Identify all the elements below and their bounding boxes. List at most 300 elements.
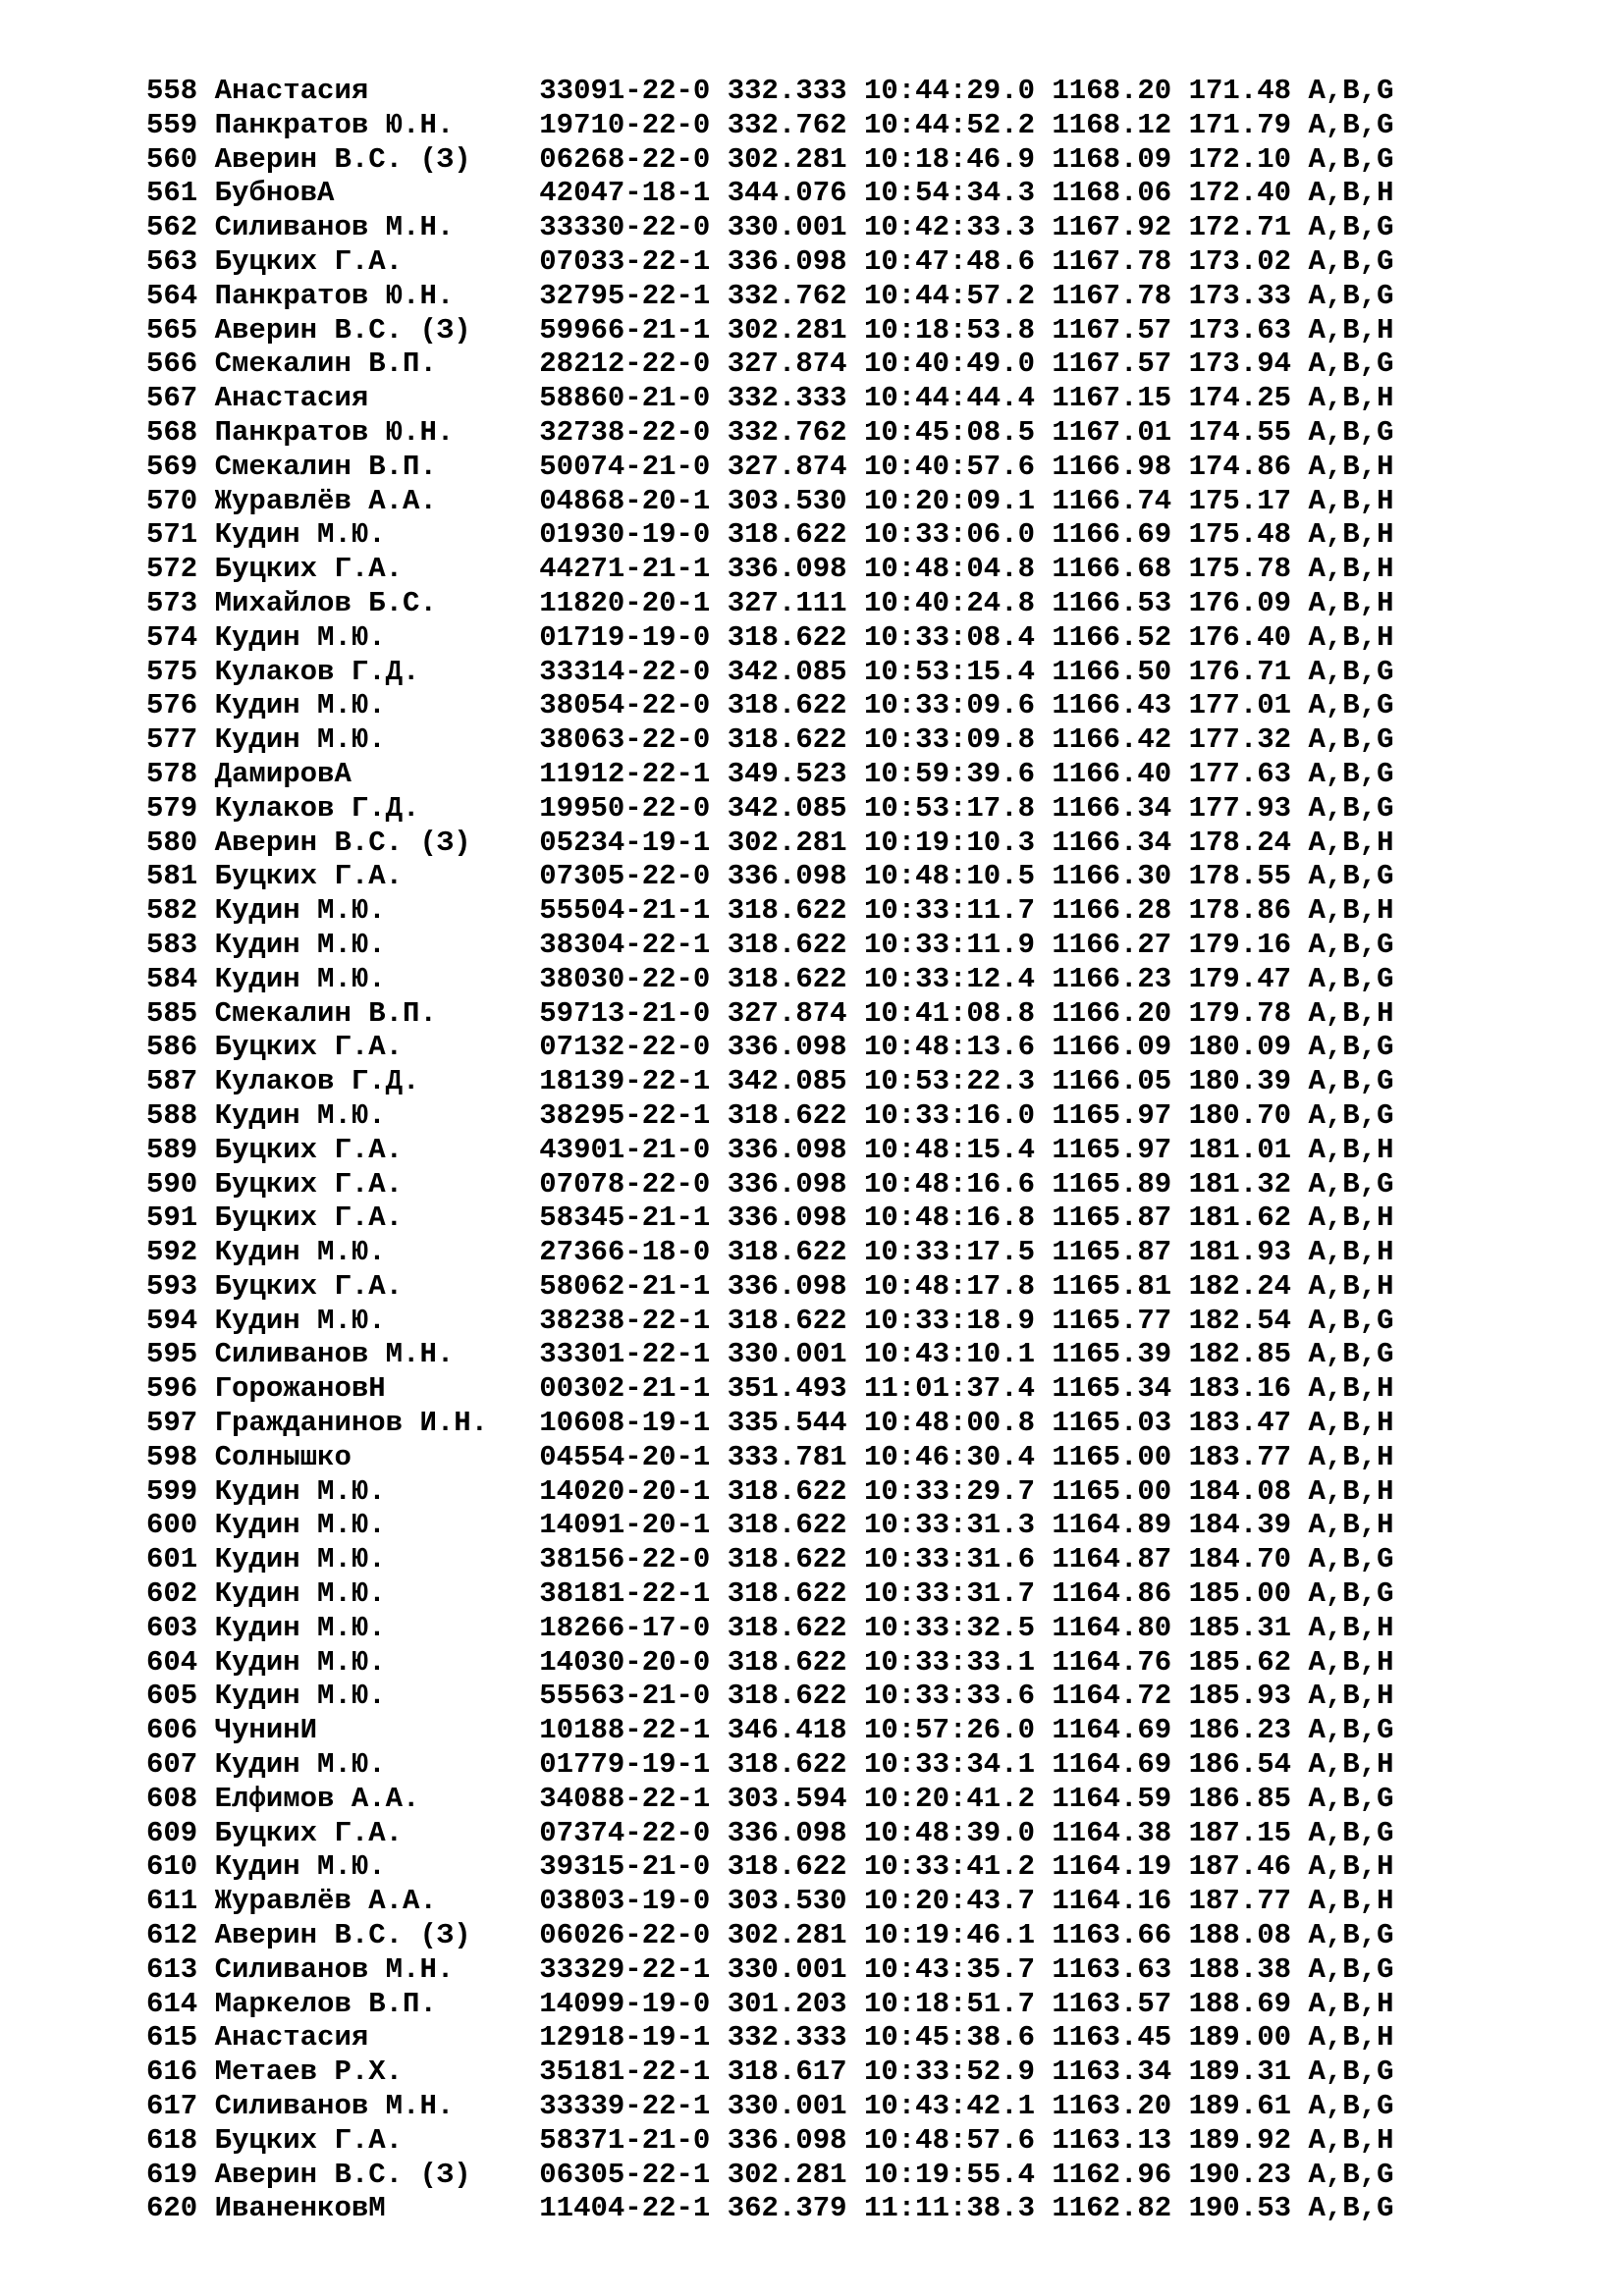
speed: 1164.59 <box>1052 1782 1189 1815</box>
distance: 330.001 <box>727 1952 864 1986</box>
participant-name: Буцких Г.А. <box>214 1167 540 1201</box>
points: 190.53 <box>1188 2192 1309 2225</box>
status-codes: A,B,H <box>1308 1269 1394 1303</box>
status-codes: A,B,G <box>1308 1098 1394 1132</box>
distance: 362.379 <box>727 2192 864 2225</box>
row-number: 598 <box>146 1440 215 1473</box>
table-row <box>146 211 1393 245</box>
ring-number: 27366-18-0 <box>539 1236 728 1269</box>
speed: 1166.42 <box>1052 723 1189 757</box>
status-codes: A,B,H <box>1308 2123 1394 2157</box>
row-number: 570 <box>146 484 215 517</box>
points: 176.09 <box>1188 586 1309 619</box>
status-codes: A,B,H <box>1308 1372 1394 1406</box>
points: 178.24 <box>1188 826 1309 859</box>
participant-name: Буцких Г.А. <box>214 2123 540 2157</box>
distance: 302.281 <box>727 2158 864 2191</box>
status-codes: A,B,H <box>1308 1474 1394 1508</box>
table-row <box>146 2056 1393 2090</box>
distance: 302.281 <box>727 826 864 859</box>
speed: 1166.27 <box>1052 928 1189 961</box>
speed: 1166.98 <box>1052 450 1189 483</box>
table-row <box>146 1099 1393 1134</box>
speed: 1166.69 <box>1052 518 1189 552</box>
ring-number: 43901-21-0 <box>539 1133 728 1166</box>
points: 181.32 <box>1188 1167 1309 1201</box>
status-codes: A,B,H <box>1308 1748 1394 1782</box>
ring-number: 10608-19-1 <box>539 1407 728 1440</box>
row-number: 579 <box>146 791 215 825</box>
points: 184.39 <box>1188 1509 1309 1542</box>
row-number: 560 <box>146 142 215 176</box>
speed: 1166.50 <box>1052 655 1189 688</box>
table-row <box>146 1407 1393 1441</box>
arrival-time: 10:33:06.0 <box>863 518 1053 552</box>
row-number: 587 <box>146 1065 215 1098</box>
speed: 1164.76 <box>1052 1645 1189 1679</box>
points: 180.70 <box>1188 1098 1309 1132</box>
status-codes: A,B,H <box>1308 1645 1394 1679</box>
row-number: 609 <box>146 1816 215 1849</box>
distance: 336.098 <box>727 553 864 586</box>
distance: 303.530 <box>727 1885 864 1918</box>
row-number: 600 <box>146 1509 215 1542</box>
status-codes: A,B,G <box>1308 279 1394 312</box>
participant-name: Буцких Г.А. <box>214 1133 540 1166</box>
table-row <box>146 656 1393 690</box>
arrival-time: 10:48:13.6 <box>863 1031 1053 1064</box>
arrival-time: 10:53:22.3 <box>863 1065 1053 1098</box>
speed: 1166.43 <box>1052 689 1189 722</box>
status-codes: A,B,G <box>1308 2090 1394 2123</box>
speed: 1165.87 <box>1052 1236 1189 1269</box>
arrival-time: 10:33:33.1 <box>863 1645 1053 1679</box>
ring-number: 33330-22-0 <box>539 211 728 244</box>
arrival-time: 10:48:39.0 <box>863 1816 1053 1849</box>
speed: 1164.69 <box>1052 1748 1189 1782</box>
status-codes: A,B,G <box>1308 347 1394 381</box>
status-codes: A,B,G <box>1308 1816 1394 1849</box>
distance: 303.530 <box>727 484 864 517</box>
row-number: 604 <box>146 1645 215 1679</box>
points: 172.71 <box>1188 211 1309 244</box>
ring-number: 18266-17-0 <box>539 1611 728 1644</box>
points: 188.08 <box>1188 1919 1309 1952</box>
distance: 333.781 <box>727 1440 864 1473</box>
status-codes: A,B,G <box>1308 2158 1394 2191</box>
speed: 1167.15 <box>1052 382 1189 415</box>
status-codes: A,B,G <box>1308 1919 1394 1952</box>
status-codes: A,B,G <box>1308 142 1394 176</box>
ring-number: 07078-22-0 <box>539 1167 728 1201</box>
table-row <box>146 143 1393 178</box>
points: 184.08 <box>1188 1474 1309 1508</box>
table-row <box>146 280 1393 314</box>
status-codes: A,B,G <box>1308 1714 1394 1747</box>
row-number: 613 <box>146 1952 215 1986</box>
ring-number: 58371-21-0 <box>539 2123 728 2157</box>
table-row <box>146 1031 1393 1065</box>
arrival-time: 10:45:38.6 <box>863 2021 1053 2055</box>
points: 186.85 <box>1188 1782 1309 1815</box>
status-codes: A,B,H <box>1308 1987 1394 2020</box>
arrival-time: 10:33:09.6 <box>863 689 1053 722</box>
speed: 1166.23 <box>1052 962 1189 995</box>
ring-number: 38054-22-0 <box>539 689 728 722</box>
ring-number: 38295-22-1 <box>539 1098 728 1132</box>
row-number: 619 <box>146 2158 215 2191</box>
distance: 318.617 <box>727 2056 864 2089</box>
speed: 1167.78 <box>1052 244 1189 278</box>
distance: 327.111 <box>727 586 864 619</box>
ring-number: 06026-22-0 <box>539 1919 728 1952</box>
status-codes: A,B,H <box>1308 177 1394 210</box>
table-row <box>146 1577 1393 1612</box>
arrival-time: 10:46:30.4 <box>863 1440 1053 1473</box>
arrival-time: 10:43:35.7 <box>863 1952 1053 1986</box>
points: 172.40 <box>1188 177 1309 210</box>
arrival-time: 10:40:24.8 <box>863 586 1053 619</box>
row-number: 573 <box>146 586 215 619</box>
arrival-time: 10:20:09.1 <box>863 484 1053 517</box>
row-number: 583 <box>146 928 215 961</box>
arrival-time: 10:19:55.4 <box>863 2158 1053 2191</box>
row-number: 574 <box>146 620 215 654</box>
arrival-time: 10:19:46.1 <box>863 1919 1053 1952</box>
ring-number: 19950-22-0 <box>539 791 728 825</box>
ring-number: 33314-22-0 <box>539 655 728 688</box>
row-number: 568 <box>146 415 215 449</box>
arrival-time: 10:19:10.3 <box>863 826 1053 859</box>
row-number: 592 <box>146 1236 215 1269</box>
status-codes: A,B,H <box>1308 518 1394 552</box>
participant-name: ЧунинИ <box>214 1714 540 1747</box>
distance: 346.418 <box>727 1714 864 1747</box>
arrival-time: 10:45:08.5 <box>863 415 1053 449</box>
ring-number: 33339-22-1 <box>539 2090 728 2123</box>
table-row <box>146 827 1393 861</box>
participant-name: Силиванов М.Н. <box>214 1952 540 1986</box>
participant-name: Буцких Г.А. <box>214 860 540 893</box>
distance: 318.622 <box>727 1509 864 1542</box>
status-codes: A,B,H <box>1308 1885 1394 1918</box>
ring-number: 10188-22-1 <box>539 1714 728 1747</box>
speed: 1168.09 <box>1052 142 1189 176</box>
row-number: 559 <box>146 108 215 141</box>
ring-number: 14030-20-0 <box>539 1645 728 1679</box>
table-row <box>146 1953 1393 1988</box>
table-row <box>146 1305 1393 1339</box>
arrival-time: 10:43:10.1 <box>863 1338 1053 1371</box>
points: 177.32 <box>1188 723 1309 757</box>
status-codes: A,B,G <box>1308 757 1394 790</box>
ring-number: 38304-22-1 <box>539 928 728 961</box>
ring-number: 07305-22-0 <box>539 860 728 893</box>
arrival-time: 11:11:38.3 <box>863 2192 1053 2225</box>
distance: 318.622 <box>727 1474 864 1508</box>
speed: 1165.97 <box>1052 1098 1189 1132</box>
points: 171.79 <box>1188 108 1309 141</box>
participant-name: Смекалин В.П. <box>214 996 540 1030</box>
distance: 302.281 <box>727 142 864 176</box>
participant-name: Метаев Р.Х. <box>214 2056 540 2089</box>
points: 179.47 <box>1188 962 1309 995</box>
ring-number: 03803-19-0 <box>539 1885 728 1918</box>
distance: 351.493 <box>727 1372 864 1406</box>
points: 174.86 <box>1188 450 1309 483</box>
distance: 318.622 <box>727 894 864 928</box>
distance: 318.622 <box>727 723 864 757</box>
participant-name: ИваненковМ <box>214 2192 540 2225</box>
points: 171.48 <box>1188 75 1309 107</box>
ring-number: 07374-22-0 <box>539 1816 728 1849</box>
status-codes: A,B,G <box>1308 689 1394 722</box>
speed: 1166.53 <box>1052 586 1189 619</box>
speed: 1166.05 <box>1052 1065 1189 1098</box>
arrival-time: 10:33:11.7 <box>863 894 1053 928</box>
speed: 1166.09 <box>1052 1031 1189 1064</box>
distance: 330.001 <box>727 211 864 244</box>
status-codes: A,B,G <box>1308 1338 1394 1371</box>
speed: 1165.03 <box>1052 1407 1189 1440</box>
row-number: 581 <box>146 860 215 893</box>
points: 183.16 <box>1188 1372 1309 1406</box>
arrival-time: 10:33:33.6 <box>863 1680 1053 1713</box>
table-row <box>146 621 1393 656</box>
ring-number: 01779-19-1 <box>539 1748 728 1782</box>
points: 183.77 <box>1188 1440 1309 1473</box>
distance: 318.622 <box>727 1577 864 1611</box>
participant-name: Аверин В.С. (З) <box>214 313 540 347</box>
distance: 349.523 <box>727 757 864 790</box>
table-row <box>146 2159 1393 2193</box>
table-row <box>146 75 1393 109</box>
row-number: 615 <box>146 2021 215 2055</box>
arrival-time: 10:47:48.6 <box>863 244 1053 278</box>
points: 176.71 <box>1188 655 1309 688</box>
status-codes: A,B,H <box>1308 2021 1394 2055</box>
participant-name: Анастасия <box>214 2021 540 2055</box>
participant-name: Буцких Г.А. <box>214 1031 540 1064</box>
speed: 1166.68 <box>1052 553 1189 586</box>
table-row <box>146 1783 1393 1817</box>
speed: 1164.72 <box>1052 1680 1189 1713</box>
points: 177.93 <box>1188 791 1309 825</box>
distance: 318.622 <box>727 1304 864 1337</box>
row-number: 620 <box>146 2192 215 2225</box>
ring-number: 58345-21-1 <box>539 1201 728 1235</box>
table-row <box>146 1270 1393 1305</box>
speed: 1165.97 <box>1052 1133 1189 1166</box>
table-row <box>146 1168 1393 1202</box>
row-number: 565 <box>146 313 215 347</box>
ring-number: 11820-20-1 <box>539 586 728 619</box>
distance: 318.622 <box>727 928 864 961</box>
row-number: 571 <box>146 518 215 552</box>
status-codes: A,B,G <box>1308 962 1394 995</box>
ring-number: 59713-21-0 <box>539 996 728 1030</box>
speed: 1167.57 <box>1052 313 1189 347</box>
participant-name: Кудин М.Ю. <box>214 1748 540 1782</box>
speed: 1162.96 <box>1052 2158 1189 2191</box>
distance: 335.544 <box>727 1407 864 1440</box>
status-codes: A,B,G <box>1308 415 1394 449</box>
status-codes: A,B,H <box>1308 826 1394 859</box>
arrival-time: 10:40:49.0 <box>863 347 1053 381</box>
arrival-time: 10:18:51.7 <box>863 1987 1053 2020</box>
points: 185.62 <box>1188 1645 1309 1679</box>
arrival-time: 11:01:37.4 <box>863 1372 1053 1406</box>
table-row <box>146 860 1393 894</box>
status-codes: A,B,H <box>1308 1440 1394 1473</box>
row-number: 616 <box>146 2056 215 2089</box>
points: 178.55 <box>1188 860 1309 893</box>
table-row <box>146 1372 1393 1407</box>
points: 179.16 <box>1188 928 1309 961</box>
ring-number: 05234-19-1 <box>539 826 728 859</box>
status-codes: A,B,G <box>1308 1167 1394 1201</box>
status-codes: A,B,G <box>1308 928 1394 961</box>
distance: 342.085 <box>727 791 864 825</box>
ring-number: 28212-22-0 <box>539 347 728 381</box>
distance: 318.622 <box>727 1645 864 1679</box>
row-number: 607 <box>146 1748 215 1782</box>
participant-name: ГорожановН <box>214 1372 540 1406</box>
row-number: 578 <box>146 757 215 790</box>
arrival-time: 10:48:17.8 <box>863 1269 1053 1303</box>
ring-number: 35181-22-1 <box>539 2056 728 2089</box>
ring-number: 12918-19-1 <box>539 2021 728 2055</box>
participant-name: Панкратов Ю.Н. <box>214 108 540 141</box>
participant-name: Буцких Г.А. <box>214 1816 540 1849</box>
participant-name: Аверин В.С. (З) <box>214 826 540 859</box>
results-list <box>146 75 1393 2226</box>
table-row <box>146 1885 1393 1919</box>
ring-number: 07033-22-1 <box>539 244 728 278</box>
participant-name: Гражданинов И.Н. <box>214 1407 540 1440</box>
row-number: 576 <box>146 689 215 722</box>
row-number: 588 <box>146 1098 215 1132</box>
distance: 318.622 <box>727 1748 864 1782</box>
row-number: 617 <box>146 2090 215 2123</box>
distance: 342.085 <box>727 655 864 688</box>
participant-name: Анастасия <box>214 382 540 415</box>
table-row <box>146 1201 1393 1236</box>
points: 180.09 <box>1188 1031 1309 1064</box>
distance: 318.622 <box>727 1236 864 1269</box>
table-row <box>146 1919 1393 1953</box>
row-number: 602 <box>146 1577 215 1611</box>
ring-number: 39315-21-0 <box>539 1850 728 1884</box>
speed: 1167.78 <box>1052 279 1189 312</box>
row-number: 575 <box>146 655 215 688</box>
participant-name: Кудин М.Ю. <box>214 1543 540 1576</box>
distance: 327.874 <box>727 347 864 381</box>
table-row <box>146 2090 1393 2124</box>
arrival-time: 10:20:41.2 <box>863 1782 1053 1815</box>
table-row <box>146 1612 1393 1646</box>
participant-name: Аверин В.С. (З) <box>214 142 540 176</box>
ring-number: 04554-20-1 <box>539 1440 728 1473</box>
distance: 318.622 <box>727 518 864 552</box>
row-number: 593 <box>146 1269 215 1303</box>
participant-name: Солнышко <box>214 1440 540 1473</box>
participant-name: Кудин М.Ю. <box>214 1509 540 1542</box>
participant-name: Смекалин В.П. <box>214 347 540 381</box>
row-number: 590 <box>146 1167 215 1201</box>
speed: 1163.63 <box>1052 1952 1189 1986</box>
participant-name: Кудин М.Ю. <box>214 1611 540 1644</box>
arrival-time: 10:33:52.9 <box>863 2056 1053 2089</box>
row-number: 589 <box>146 1133 215 1166</box>
points: 183.47 <box>1188 1407 1309 1440</box>
ring-number: 33301-22-1 <box>539 1338 728 1371</box>
participant-name: Кудин М.Ю. <box>214 894 540 928</box>
ring-number: 01930-19-0 <box>539 518 728 552</box>
points: 177.63 <box>1188 757 1309 790</box>
points: 180.39 <box>1188 1065 1309 1098</box>
row-number: 586 <box>146 1031 215 1064</box>
table-row <box>146 929 1393 963</box>
table-row <box>146 485 1393 519</box>
table-row <box>146 1236 1393 1270</box>
table-row <box>146 451 1393 485</box>
participant-name: Журавлёв А.А. <box>214 484 540 517</box>
ring-number: 11404-22-1 <box>539 2192 728 2225</box>
points: 175.78 <box>1188 553 1309 586</box>
ring-number: 14099-19-0 <box>539 1987 728 2020</box>
table-row <box>146 1441 1393 1475</box>
points: 182.24 <box>1188 1269 1309 1303</box>
row-number: 601 <box>146 1543 215 1576</box>
table-row <box>146 2021 1393 2056</box>
row-number: 572 <box>146 553 215 586</box>
distance: 336.098 <box>727 1269 864 1303</box>
table-row <box>146 245 1393 280</box>
distance: 342.085 <box>727 1065 864 1098</box>
arrival-time: 10:48:57.6 <box>863 2123 1053 2157</box>
table-row <box>146 963 1393 997</box>
row-number: 608 <box>146 1782 215 1815</box>
table-row <box>146 1475 1393 1510</box>
table-row <box>146 1338 1393 1372</box>
ring-number: 38030-22-0 <box>539 962 728 995</box>
participant-name: Кудин М.Ю. <box>214 1304 540 1337</box>
participant-name: Маркелов В.П. <box>214 1987 540 2020</box>
speed: 1163.45 <box>1052 2021 1189 2055</box>
status-codes: A,B,G <box>1308 791 1394 825</box>
table-row <box>146 792 1393 827</box>
row-number: 585 <box>146 996 215 1030</box>
row-number: 606 <box>146 1714 215 1747</box>
status-codes: A,B,H <box>1308 382 1394 415</box>
participant-name: Панкратов Ю.Н. <box>214 279 540 312</box>
distance: 318.622 <box>727 1543 864 1576</box>
status-codes: A,B,G <box>1308 1304 1394 1337</box>
points: 185.93 <box>1188 1680 1309 1713</box>
arrival-time: 10:48:04.8 <box>863 553 1053 586</box>
ring-number: 55504-21-1 <box>539 894 728 928</box>
distance: 336.098 <box>727 244 864 278</box>
ring-number: 42047-18-1 <box>539 177 728 210</box>
arrival-time: 10:41:08.8 <box>863 996 1053 1030</box>
table-row <box>146 1988 1393 2022</box>
row-number: 584 <box>146 962 215 995</box>
arrival-time: 10:33:32.5 <box>863 1611 1053 1644</box>
status-codes: A,B,H <box>1308 1850 1394 1884</box>
points: 190.23 <box>1188 2158 1309 2191</box>
points: 188.69 <box>1188 1987 1309 2020</box>
